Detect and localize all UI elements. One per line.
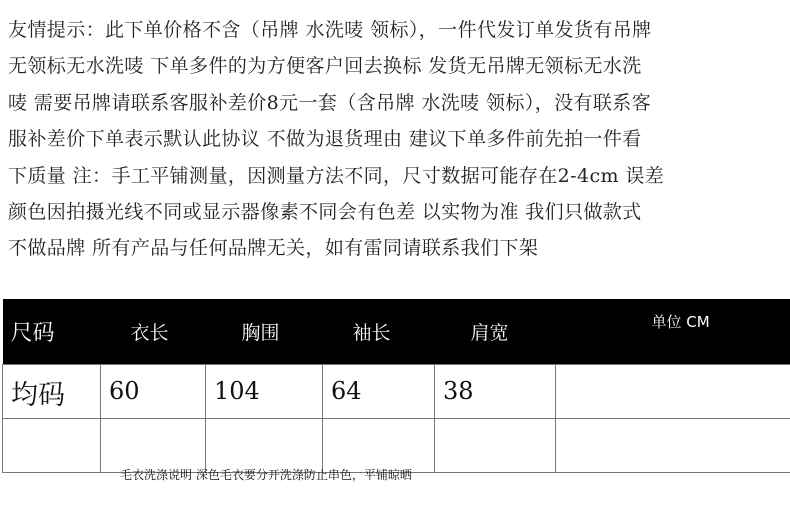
table-cell: 104 (206, 365, 323, 419)
table-cell: 64 (323, 365, 435, 419)
table-cell (323, 419, 435, 473)
notice-line: 服补差价下单表示默认此协议 不做为退货理由 建议下单多件前先拍一件看 (8, 128, 642, 151)
notice-line: 颜色因拍摄光线不同或显示器像素不同会有色差 以实物为准 我们只做款式 (8, 200, 642, 223)
header-unit: 单位 CM (556, 299, 790, 365)
header-size: 尺码 (3, 299, 101, 365)
table-cell (435, 419, 556, 473)
table-cell (556, 419, 790, 473)
table-cell: 60 (101, 365, 206, 419)
table-cell (206, 419, 323, 473)
header-shoulder: 肩宽 (435, 299, 556, 365)
table-cell (556, 365, 790, 419)
table-cell (3, 419, 101, 473)
table-header-row (3, 299, 790, 365)
header-chest: 胸围 (206, 299, 323, 365)
size-table (2, 299, 790, 473)
notice-line: 唛 需要吊牌请联系客服补差价8元一套（含吊牌 水洗唛 领标），没有联系客 (8, 91, 652, 114)
table-cell: 38 (435, 365, 556, 419)
table-row (3, 419, 790, 473)
notice-line: 友情提示：此下单价格不含（吊牌 水洗唛 领标），一件代发订单发货有吊牌 (8, 19, 652, 41)
notice-line: 无领标无水洗唛 下单多件的为方便客户回去换标 发货无吊牌无领标无水洗 (8, 55, 642, 78)
notice-text (8, 12, 788, 267)
table-cell (101, 419, 206, 473)
table-cell: 均码 (3, 365, 101, 419)
header-length: 衣长 (101, 299, 206, 365)
table-row (3, 365, 790, 419)
washing-note: 毛衣洗涤说明 深色毛衣要分开洗涤防止串色，平铺晾晒 (120, 468, 412, 482)
header-sleeve: 袖长 (323, 299, 435, 365)
notice-line: 下质量 注：手工平铺测量，因测量方法不同，尺寸数据可能存在2-4cm 误差 (8, 164, 665, 187)
notice-line: 不做品牌 所有产品与任何品牌无关，如有雷同请联系我们下架 (8, 237, 539, 260)
